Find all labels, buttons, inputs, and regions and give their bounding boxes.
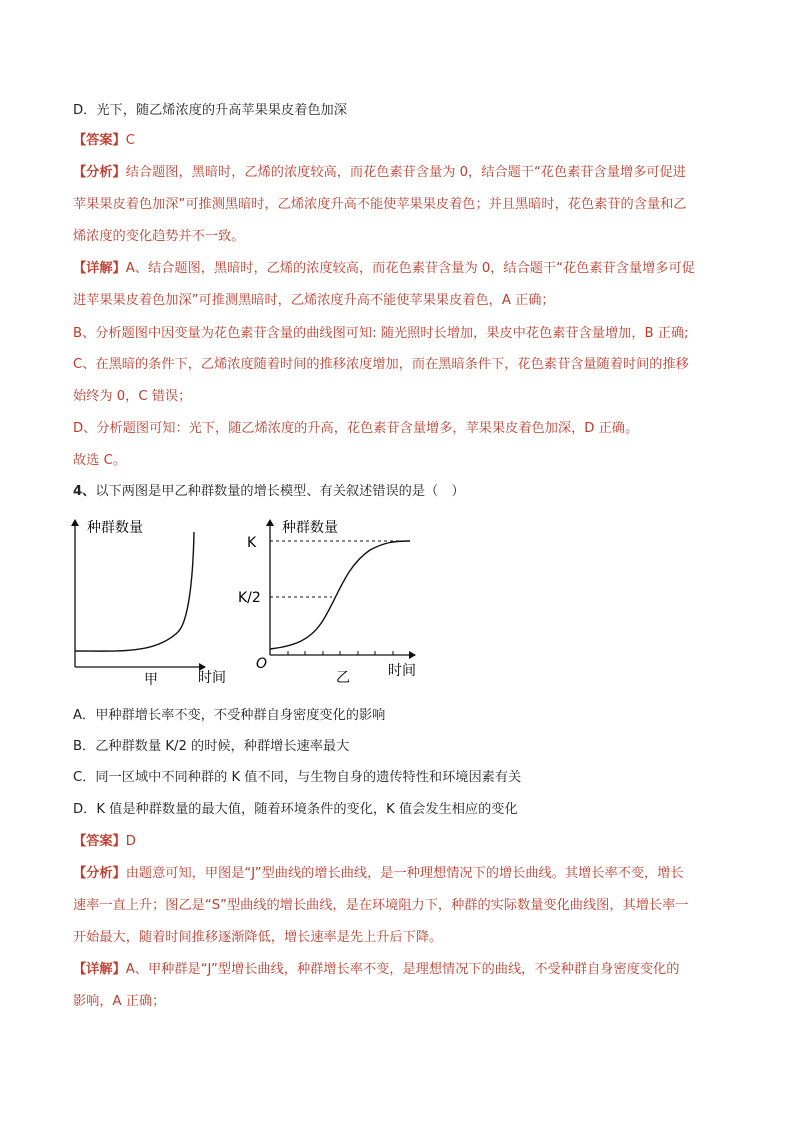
left-caption: 甲: [144, 672, 158, 688]
q3-detail-line-1: [73, 259, 733, 279]
answer-value: D: [125, 834, 136, 849]
q4-option-a: A．甲种群增长率不变，不受种群自身密度变化的影响: [73, 708, 386, 723]
q4-option-b: B．乙种群数量 K/2 的时候，种群增长速率最大: [73, 739, 350, 754]
answer-tag: 【答案】: [73, 133, 126, 148]
question-number: 4、: [73, 484, 96, 499]
q4-stem: [73, 482, 733, 502]
q4-analysis-line-3: 开始最大，随着时间推移逐渐降低，增长速率是先上升后下降。: [73, 930, 443, 945]
q4-detail-line-2: 影响，A 正确；: [73, 994, 166, 1009]
left-ylabel: 种群数量: [87, 520, 143, 536]
s-curve: [270, 541, 410, 649]
right-caption: 乙: [336, 670, 350, 686]
q4-answer: [73, 832, 733, 852]
detail-tag: 【详解】: [73, 261, 126, 276]
q3-detail-line-6: D、分析题图可知：光下，随乙烯浓度的升高，花色素苷含量增多，苹果果皮着色加深，D 正确。: [73, 421, 639, 436]
q3-analysis-line-2: 苹果果皮着色加深”可推测黑暗时，乙烯浓度升高不能使苹果果皮着色；并且黑暗时，花色素苷的含量和乙: [73, 197, 687, 212]
left-xlabel: 时间: [198, 670, 226, 686]
question-text: 以下两图是甲乙种群数量的增长模型、有关叙述错误的是（ ）: [95, 484, 465, 499]
q3-detail-line-2: 进苹果果皮着色加深”可推测黑暗时，乙烯浓度升高不能使苹果果皮着色，A 正确；: [73, 293, 555, 308]
j-curve: [75, 532, 194, 651]
origin-label: O: [256, 656, 268, 672]
j-curve-chart: [75, 519, 226, 688]
q4-option-d: D．K 值是种群数量的最大值，随着环境条件的变化，K 值会发生相应的变化: [73, 802, 518, 817]
right-xlabel: 时间: [388, 663, 416, 679]
q4-detail-line-1: [73, 960, 733, 980]
q3-detail-line-4: C、在黑暗的条件下，乙烯浓度随着时间的推移浓度增加，而在黑暗条件下，花色素苷含量随着时间的推移: [73, 357, 689, 372]
q4-analysis-line-1: [73, 864, 733, 884]
q3-option-d: D．光下，随乙烯浓度的升高苹果果皮着色加深: [73, 103, 347, 118]
q3-answer: [73, 131, 733, 151]
q3-detail-line-5: 始终为 0，C 错误；: [73, 389, 192, 404]
q3-analysis-line-3: 烯浓度的变化趋势并不一致。: [73, 229, 245, 244]
analysis-tag: 【分析】: [73, 866, 126, 881]
q3-analysis-line-1: [73, 163, 733, 183]
k2-label: K/2: [238, 590, 261, 606]
answer-value: C: [125, 133, 135, 148]
population-growth-figure: [60, 512, 440, 694]
k-label: K: [247, 535, 257, 551]
q3-detail-line-3: B、分析题图中因变量为花色素苷含量的曲线图可知: 随光照时长增加，果皮中花色素苷含量增加，B 正确;: [73, 326, 689, 341]
detail-text: A、甲种群是“J”型增长曲线，种群增长率不变，是理想情况下的曲线，不受种群自身密度变化的: [125, 962, 680, 977]
detail-text: A、结合题图，黑暗时，乙烯的浓度较高，而花色素苷含量为 0，结合题干“花色素苷含量增多可促: [125, 261, 695, 276]
analysis-tag: 【分析】: [73, 165, 126, 180]
analysis-text: 由题意可知，甲图是“J”型曲线的增长曲线，是一种理想情况下的增长曲线。其增长率不变，增长: [125, 866, 684, 881]
answer-tag: 【答案】: [73, 834, 126, 849]
q3-conclusion: 故选 C。: [73, 453, 126, 468]
right-ylabel: 种群数量: [282, 520, 338, 536]
q4-option-c: C．同一区域中不同种群的 K 值不同，与生物自身的遗传特性和环境因素有关: [73, 770, 522, 785]
detail-tag: 【详解】: [73, 962, 126, 977]
q4-analysis-line-2: 速率一直上升；图乙是“S”型曲线的增长曲线，是在环境阻力下，种群的实际数量变化曲线图，其增长率一: [73, 898, 689, 913]
analysis-text: 结合题图，黑暗时，乙烯的浓度较高，而花色素苷含量为 0，结合题干“花色素苷含量增多可促进: [125, 165, 686, 180]
s-curve-chart: [238, 519, 416, 686]
